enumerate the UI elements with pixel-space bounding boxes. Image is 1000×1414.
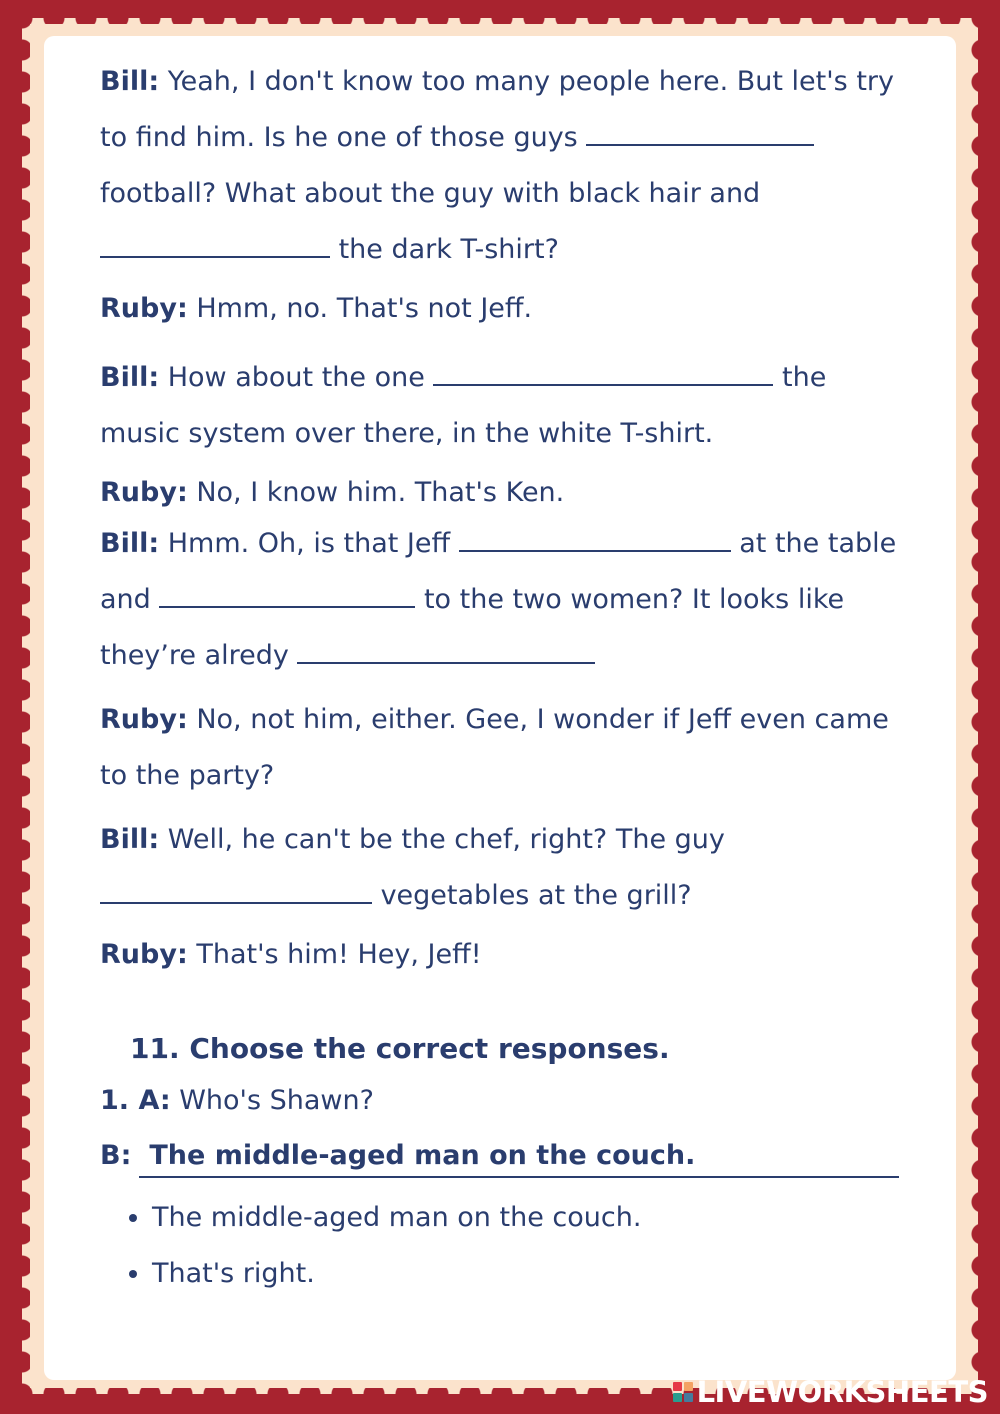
dialogue-text: the music system over there, in the white T-shirt.	[100, 362, 827, 449]
logo-square	[673, 1382, 682, 1391]
dialogue-text: vegetables at the grill?	[372, 880, 692, 911]
dialogue-text: No, not him, either. Gee, I wonder if Jeff even came to the party?	[100, 704, 889, 791]
liveworksheets-logo-icon	[673, 1382, 693, 1402]
question-label: 1. A:	[100, 1085, 171, 1116]
answer-dropdown[interactable]: The middle-aged man on the couch.	[139, 1136, 899, 1178]
dialogue-text: at the table and	[100, 528, 897, 615]
dialogue-text: the dark T-shirt?	[330, 234, 559, 265]
logo-square	[673, 1393, 682, 1402]
dialogue-text: Hmm, no. That's not Jeff.	[187, 293, 533, 324]
logo-square	[684, 1382, 693, 1391]
dialogue-text: That's him! Hey, Jeff!	[187, 939, 482, 970]
speaker-name: Ruby:	[100, 477, 188, 508]
speaker-name: Bill:	[100, 824, 160, 855]
answer-line	[100, 1128, 900, 1184]
dialogue-line-6	[100, 692, 900, 804]
worksheet-content	[100, 54, 900, 1302]
dialogue-text: How about the one	[159, 362, 434, 393]
dialogue-text: Well, he can't be the chef, right? The guy	[159, 824, 725, 855]
liveworksheets-watermark	[673, 1374, 988, 1410]
dialogue-line-2	[100, 286, 900, 332]
dialogue-line-8	[100, 932, 900, 978]
dialogue-text: football? What about the guy with black hair and	[100, 178, 761, 209]
fill-blank-7[interactable]	[100, 880, 372, 904]
dialogue-line-4	[100, 470, 900, 516]
dialogue-text: No, I know him. That's Ken.	[187, 477, 565, 508]
section-title: 11. Choose the correct responses.	[130, 1032, 670, 1065]
fill-blank-2[interactable]	[100, 234, 330, 258]
fill-blank-1[interactable]	[586, 122, 814, 146]
answer-options	[100, 1190, 900, 1302]
fill-blank-3[interactable]	[433, 362, 773, 386]
dialogue-line-3	[100, 350, 900, 462]
speaker-name: Ruby:	[100, 939, 188, 970]
speaker-name: Bill:	[100, 362, 160, 393]
dialogue-text: Hmm. Oh, is that Jeff	[159, 528, 459, 559]
speaker-name: Bill:	[100, 66, 160, 97]
watermark-text: LIVEWORKSHEETS	[696, 1375, 988, 1409]
dialogue-text: Yeah, I don't know too many people here. But let's try to find him. Is he one of those guys	[100, 66, 894, 153]
dialogue-line-7	[100, 812, 900, 924]
fill-blank-6[interactable]	[297, 640, 595, 664]
dialogue-text: to the two women? It looks like they’re alredy	[100, 584, 845, 671]
fill-blank-4[interactable]	[459, 528, 731, 552]
answer-option-2[interactable]: • That's right.	[152, 1246, 900, 1302]
fill-blank-5[interactable]	[159, 584, 415, 608]
speaker-name: Bill:	[100, 528, 160, 559]
dialogue-line-1	[100, 54, 900, 278]
question-line	[100, 1074, 900, 1128]
dialogue-line-5	[100, 516, 900, 684]
answer-option-1[interactable]: • The middle-aged man on the couch.	[152, 1190, 900, 1246]
answer-label: B:	[100, 1140, 132, 1171]
speaker-name: Ruby:	[100, 293, 188, 324]
logo-square	[684, 1393, 693, 1402]
speaker-name: Ruby:	[100, 704, 188, 735]
question-text: Who's Shawn?	[170, 1085, 374, 1116]
